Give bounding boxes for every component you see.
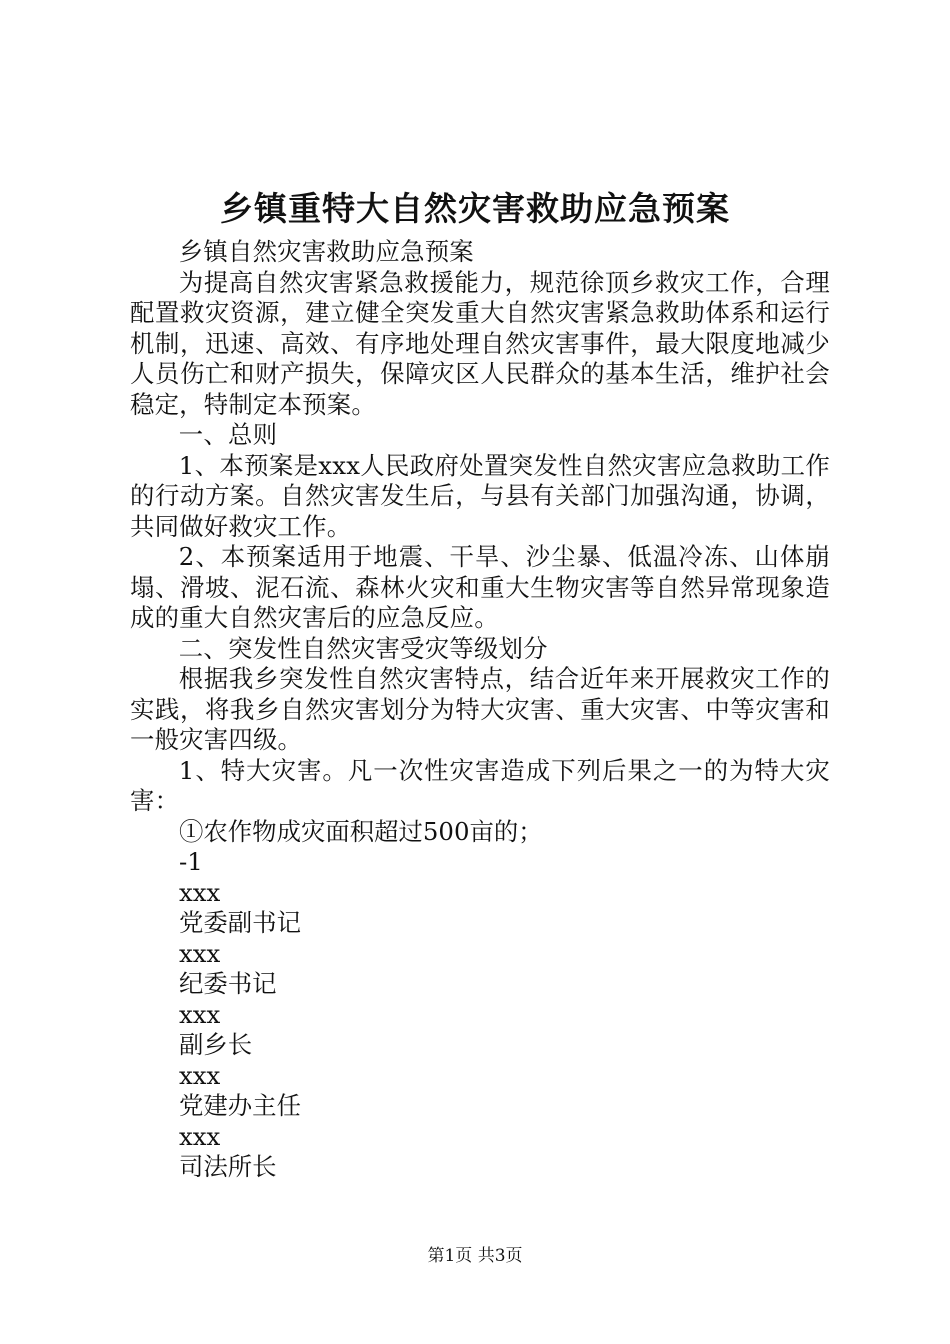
heading-disaster-levels: 二、突发性自然灾害受灾等级划分 [178,633,548,663]
list-item-role: 党委副书记 [179,908,301,937]
list-item-name: xxx [179,1060,221,1090]
page-footer: 第1页 共3页 [427,1246,523,1266]
list-item-name: xxx [179,938,221,968]
list-item-role: 司法所长 [179,1152,277,1181]
list-item-role: 纪委书记 [179,969,277,998]
paragraph-subtitle: 乡镇自然灾害救助应急预案 [178,237,474,266]
list-item-role: 党建办主任 [179,1091,301,1120]
list-item-name: xxx [179,1121,221,1151]
list-item-crop-area: ①农作物成灾面积超过500亩的； [179,816,543,846]
list-item-number: -1 [179,847,203,876]
paragraph-purpose: 为提高自然灾害紧急救援能力，规范徐顶乡救灾工作，合理配置救灾资源，建立健全突发重大自然灾害紧急救助体系和运行机制，迅速、高效、有序地处理自然灾害事件，最大限度地减少人员伤亡和财产损失，保障灾区人民群众的基本生活，维护社会稳定，特制定本预案。 [130,267,830,419]
document-body [130,237,830,1183]
heading-general-principles: 一、总则 [178,420,278,449]
document-title: 乡镇重特大自然灾害救助应急预案 [220,189,730,228]
paragraph-plan-scope: 1、本预案是xxx人民政府处置突发性自然灾害应急救助工作的行动方案。自然灾害发生后，与县有关部门加强沟通，协调，共同做好救灾工作。 [130,450,830,541]
paragraph-applicability: 2、本预案适用于地震、干旱、沙尘暴、低温冷冻、山体崩塌、滑坡、泥石流、森林火灾和重大生物灾害等自然异常现象造成的重大自然灾害后的应急反应。 [130,542,830,632]
paragraph-level-division: 根据我乡突发性自然灾害特点，结合近年来开展救灾工作的实践，将我乡自然灾害划分为特大灾害、重大灾害、中等灾害和一般灾害四级。 [130,664,830,754]
list-item-role: 副乡长 [179,1030,253,1059]
list-item-name: xxx [179,999,221,1029]
paragraph-extraordinary-disaster: 1、特大灾害。凡一次性灾害造成下列后果之一的为特大灾害： [130,755,830,815]
list-item-name: xxx [179,877,221,907]
